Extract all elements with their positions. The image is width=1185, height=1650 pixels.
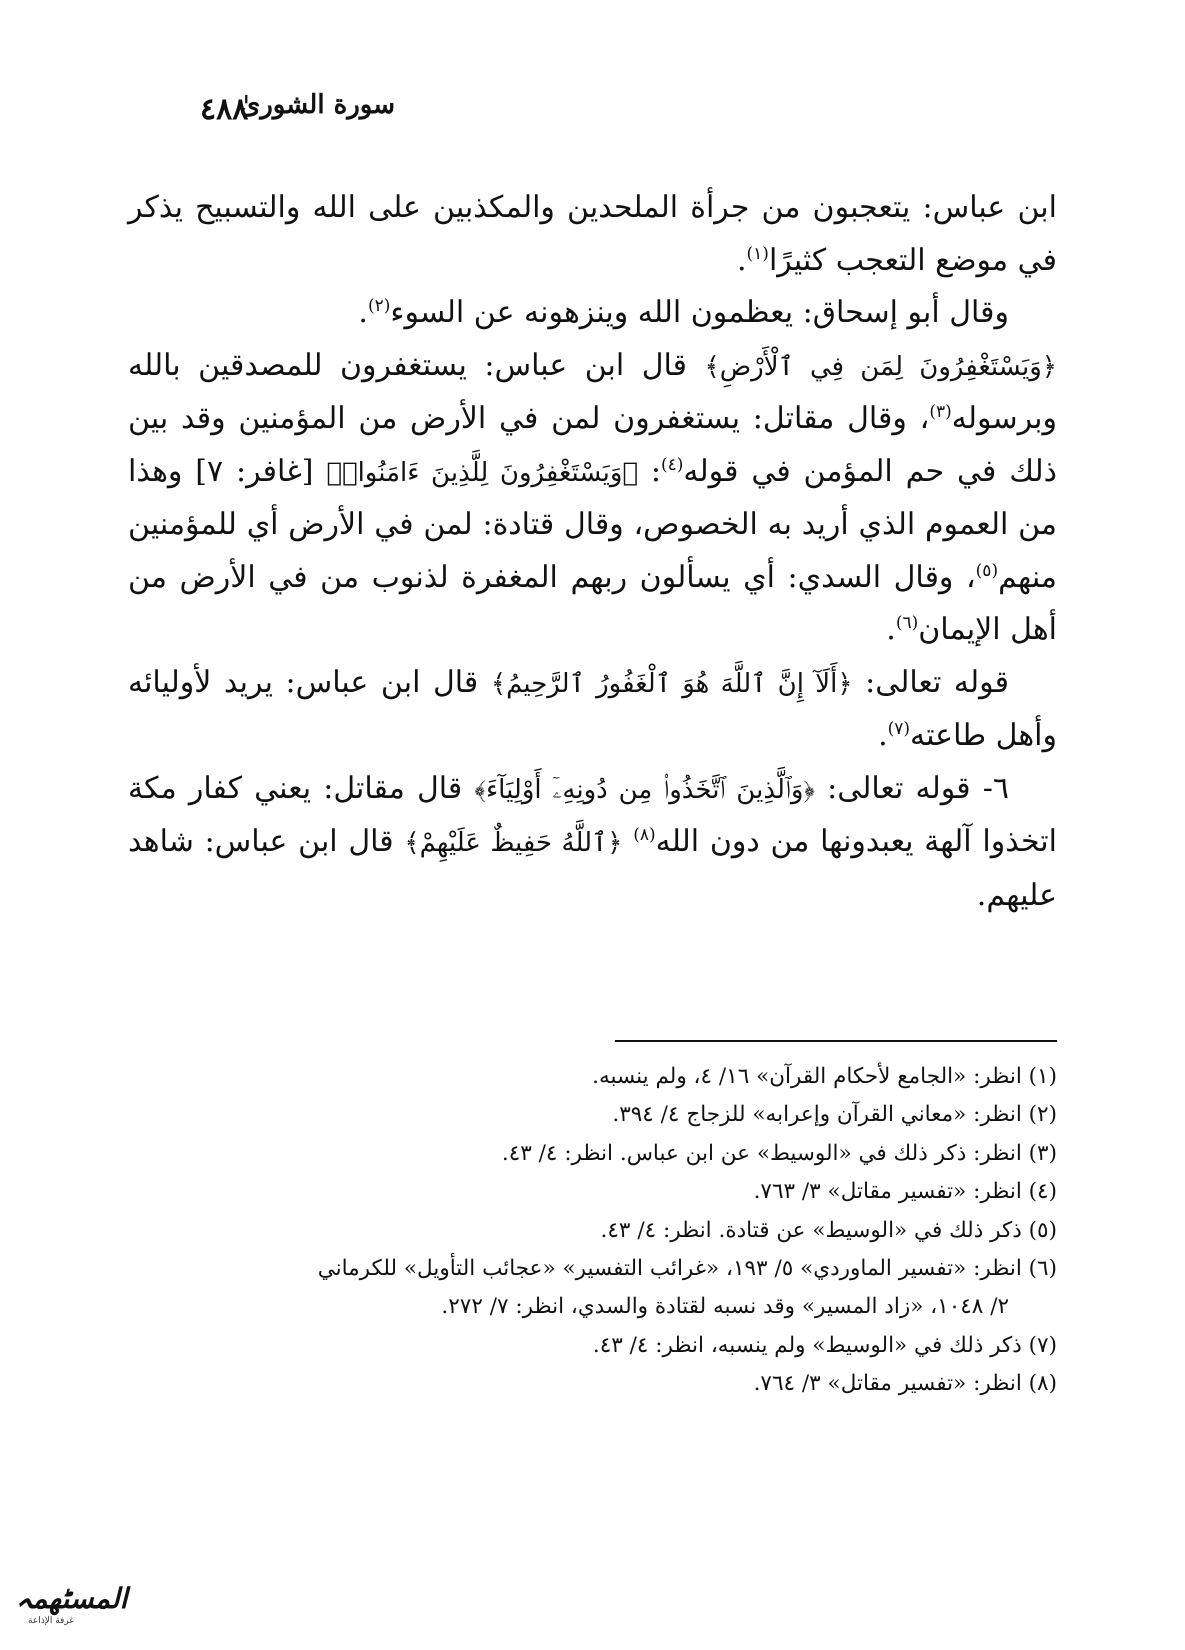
- footnote-6-continued: ٢/ ١٠٤٨، «زاد المسير» وقد نسبه لقتادة والسدي، انظر: ٧/ ٢٧٢.: [441, 1294, 1009, 1320]
- footnote-ref: (٥): [975, 560, 999, 581]
- library-stamp-logo: المسٹهمہ غرفة الإذاعة: [16, 1582, 128, 1626]
- footnote-1: (١) انظر: «الجامع لأحكام القرآن» ١٦/ ٤، ولم ينسبه.: [592, 1064, 1057, 1089]
- paragraph-5: ٦- قوله تعالى: ﴿وَٱلَّذِينَ ٱتَّخَذُوا۟ مِن دُونِهِۦٓ أَوْلِيَآءَ﴾ قال مقاتل: يعني كفار مكة اتخذوا آلهة يعبدونها من دون الله$^{(٨)}$ ﴿ٱللَّهُ حَفِيظٌ عَلَيْهِمْ﴾ قال ابن عباس: شاهد عليهم.: [128, 770, 1057, 913]
- paragraph-4: قوله تعالى: ﴿أَلَآ إِنَّ ٱللَّهَ هُوَ ٱلْغَفُورُ ٱلرَّحِيمُ﴾ قال ابن عباس: يريد لأوليائه وأهل طاعته$^{(٧)}$.: [128, 664, 1057, 753]
- footnotes: [100, 1058, 1057, 1404]
- footnote-5: (٥) ذكر ذلك في «الوسيط» عن قتادة. انظر: ٤/ ٤٣.: [600, 1217, 1057, 1243]
- footnote-ref: (٦): [895, 613, 919, 633]
- footnote-ref: (١): [746, 243, 769, 264]
- footnote-ref: (٨): [633, 825, 656, 845]
- paragraph-1: ابن عباس: يتعجبون من جرأة الملحدين والمكذبين على الله والتسبيح يذكر في موضع التعجب كثيرًا$^{(١)}$.: [128, 190, 1057, 278]
- quran-quote: ﴿وَيَسْتَغْفِرُونَ لِلَّذِينَ ءَامَنُوا۟﴾: [326, 457, 638, 488]
- paragraph-3: ﴿وَيَسْتَغْفِرُونَ لِمَن فِي ٱلْأَرْضِ﴾ قال ابن عباس: يستغفرون للمصدقين بالله وبرسوله$^{(٣)}$، وقال مقاتل: يستغفرون لمن في الأرض من المؤمنين وقد بين ذلك في حم المؤمن في قوله$^{(٤)}$: ﴿وَيَسْتَغْفِرُونَ لِلَّذِينَ ءَامَنُوا۟﴾ [غافر: ٧] وهذا من العموم الذي أريد به الخصوص، وقال قتادة: لمن في الأرض أي للمؤمنين منهم$^{(٥)}$، وقال السدي: أي يسألون ربهم المغفرة لذنوب من في الأرض من أهل الإيمان$^{(٦)}$.: [128, 347, 1057, 647]
- quran-quote: ﴿أَلَآ إِنَّ ٱللَّهَ هُوَ ٱلْغَفُورُ ٱلرَّحِيمُ﴾: [490, 668, 853, 699]
- quran-quote: ﴿ٱللَّهُ حَفِيظٌ عَلَيْهِمْ﴾: [404, 828, 623, 858]
- footnote-7: (٧) ذكر ذلك في «الوسيط» ولم ينسبه، انظر: ٤/ ٤٣.: [592, 1332, 1057, 1358]
- footnote-8: (٨) انظر: «تفسير مقاتل» ٣/ ٧٦٤.: [753, 1371, 1057, 1397]
- footnote-ref: (٣): [929, 402, 952, 422]
- paragraph-2: وقال أبو إسحاق: يعظمون الله وينزهونه عن السوء$^{(٢)}$.: [358, 295, 1009, 330]
- page-number: ٤٨٨: [200, 92, 249, 127]
- footnote-ref: (٢): [367, 296, 391, 316]
- footnote-ref: (٧): [887, 719, 911, 739]
- main-text: [128, 182, 1057, 922]
- footnote-ref: (٤): [660, 454, 684, 475]
- footnote-6: (٦) انظر: «تفسير الماوردي» ٥/ ١٩٣، «غرائب التفسير» «عجائب التأويل» للكرماني: [317, 1256, 1057, 1282]
- quran-quote: ﴿وَيَسْتَغْفِرُونَ لِمَن فِي ٱلْأَرْضِ﴾: [704, 351, 1057, 382]
- footnote-2: (٢) انظر: «معاني القرآن وإعرابه» للزجاج ٤/ ٣٩٤.: [612, 1102, 1057, 1128]
- quran-quote: ﴿وَٱلَّذِينَ ٱتَّخَذُوا۟ مِن دُونِهِۦٓ أَوْلِيَآءَ﴾: [474, 774, 815, 805]
- footnote-4: (٤) انظر: «تفسير مقاتل» ٣/ ٧٦٣.: [753, 1179, 1057, 1205]
- footnote-3: (٣) انظر: ذكر ذلك في «الوسيط» عن ابن عباس. انظر: ٤/ ٤٣.: [501, 1140, 1057, 1166]
- footnote-separator: [615, 1040, 1057, 1042]
- running-header-title: سورة الشورىٰ: [239, 90, 395, 120]
